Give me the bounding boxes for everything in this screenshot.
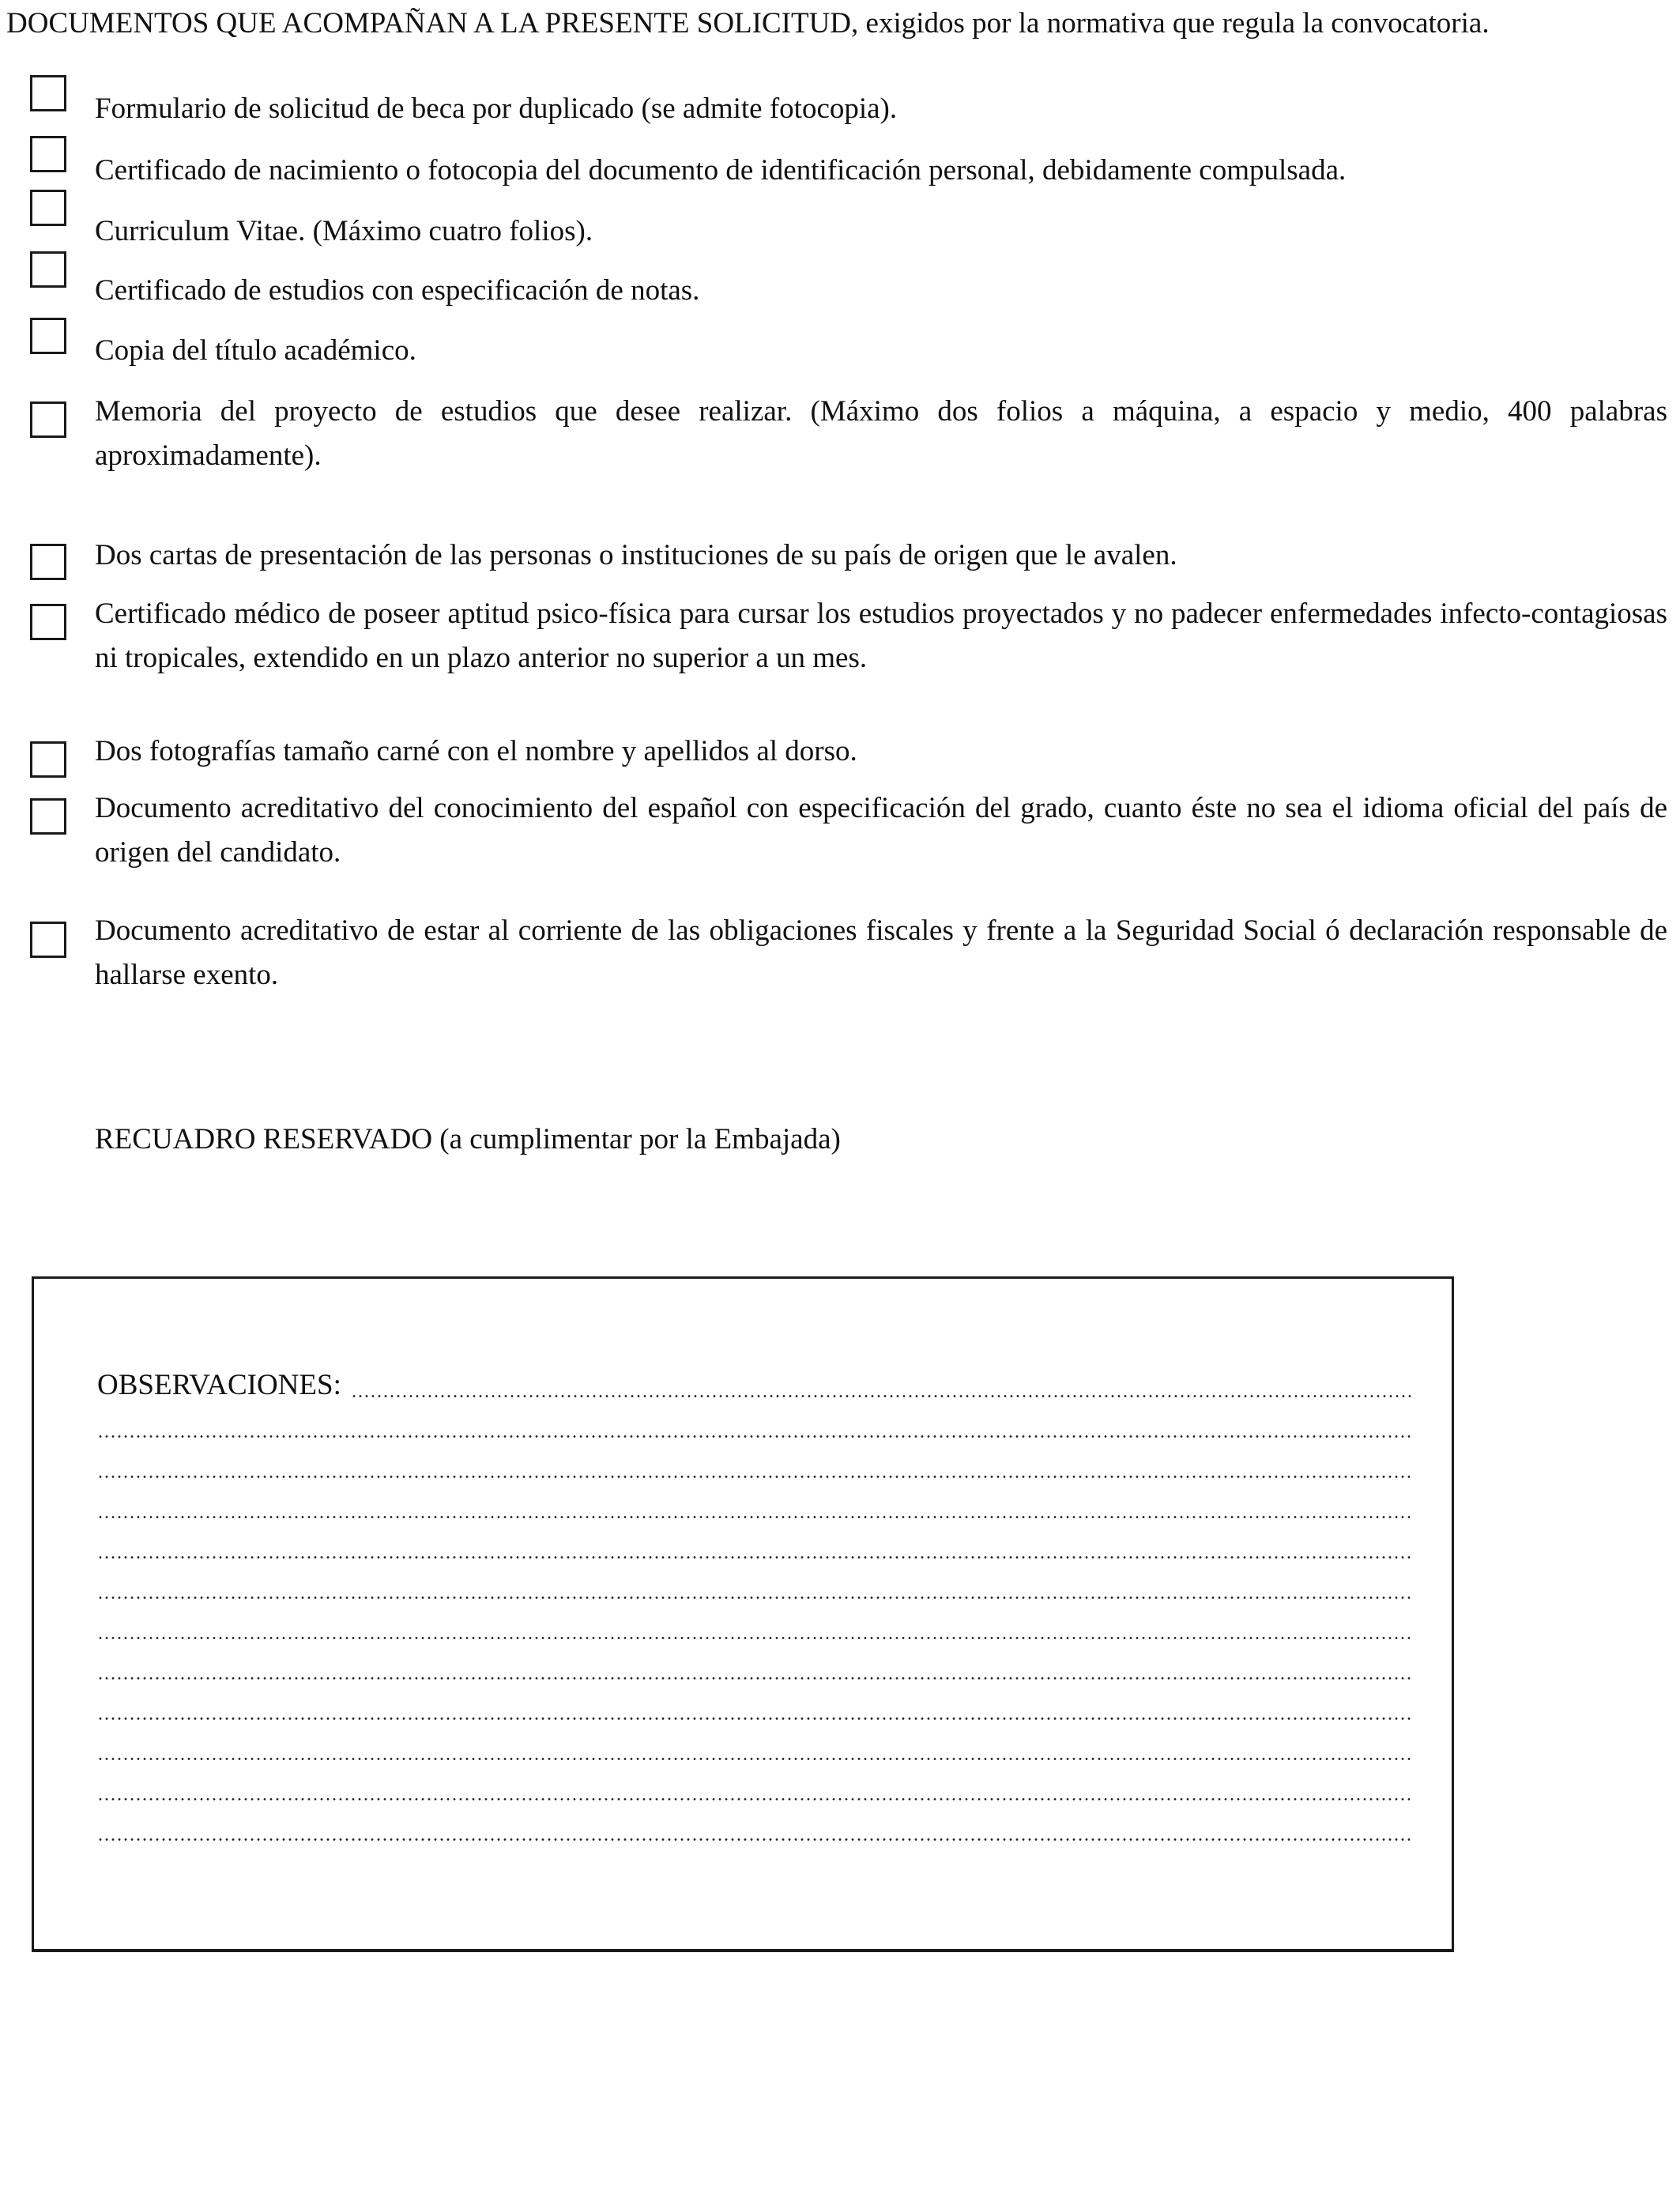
dotted-line — [97, 1838, 1413, 1842]
dotted-line — [97, 1555, 1413, 1559]
doc-label: Copia del título académico. — [95, 334, 416, 367]
observations-line[interactable] — [97, 1446, 1413, 1487]
observations-line[interactable] — [97, 1809, 1413, 1849]
dotted-line — [97, 1434, 1413, 1438]
observations-line[interactable] — [97, 1487, 1413, 1527]
doc-label: Documento acreditativo de estar al corriente de las obligaciones fiscales y frente a la Seguridad Social ó declaración responsable de hallarse exento. — [95, 914, 1667, 991]
heading-rest: , exigidos por la normativa que regula la convocatoria. — [851, 7, 1490, 40]
dotted-line — [97, 1757, 1413, 1761]
heading-caps: DOCUMENTOS QUE ACOMPAÑAN A LA PRESENTE SOLICITUD — [6, 7, 852, 40]
observations-line[interactable] — [97, 1527, 1413, 1567]
doc-checkbox[interactable] — [30, 190, 66, 226]
doc-checkbox[interactable] — [30, 798, 66, 835]
dotted-line — [97, 1676, 1413, 1680]
doc-checkbox[interactable] — [30, 75, 66, 111]
doc-checkbox[interactable] — [30, 544, 66, 580]
section-heading — [6, 5, 1674, 43]
observations-line[interactable] — [97, 1366, 1413, 1406]
observations-line[interactable] — [97, 1406, 1413, 1446]
reserved-title: RECUADRO RESERVADO (a cumplimentar por la Embajada) — [95, 1123, 841, 1155]
reserved-box — [32, 1276, 1454, 1952]
doc-label: Memoria del proyecto de estudios que desee realizar. (Máximo dos folios a máquina, a espacio y medio, 400 palabras aproximadamente). — [95, 395, 1667, 472]
dotted-line — [97, 1717, 1413, 1721]
doc-label: Certificado médico de poseer aptitud psico-física para cursar los estudios proyectados y no padecer enfermedades infecto-contagiosas ni tropicales, extendido en un plazo anterior no superior a un mes. — [95, 598, 1667, 674]
dotted-line — [97, 1797, 1413, 1801]
doc-checkbox[interactable] — [30, 251, 66, 288]
doc-checkbox[interactable] — [30, 136, 66, 172]
doc-label: Curriculum Vitae. (Máximo cuatro folios). — [95, 215, 593, 247]
doc-label: Dos fotografías tamaño carné con el nombre y apellidos al dorso. — [95, 735, 857, 767]
observations-line[interactable] — [97, 1608, 1413, 1648]
dotted-line — [351, 1394, 1413, 1398]
doc-checkbox[interactable] — [30, 741, 66, 778]
doc-checkbox[interactable] — [30, 318, 66, 354]
doc-checkbox[interactable] — [30, 401, 66, 438]
doc-label: Formulario de solicitud de beca por duplicado (se admite fotocopia). — [95, 92, 898, 125]
doc-checkbox[interactable] — [30, 922, 66, 958]
observations-label: OBSERVACIONES: — [97, 1369, 341, 1401]
observations-line[interactable] — [97, 1728, 1413, 1769]
dotted-line — [97, 1636, 1413, 1640]
doc-label: Certificado de nacimiento o fotocopia del documento de identificación personal, debidamente compulsada. — [95, 154, 1347, 187]
doc-label: Dos cartas de presentación de las personas o instituciones de su país de origen que le avalen. — [95, 539, 1177, 571]
doc-label: Certificado de estudios con especificación de notas. — [95, 274, 700, 307]
doc-label: Documento acreditativo del conocimiento del español con especificación del grado, cuanto éste no sea el idioma oficial del país de origen del candidato. — [95, 792, 1667, 869]
observations-line[interactable] — [97, 1567, 1413, 1608]
observations-line[interactable] — [97, 1769, 1413, 1809]
dotted-line — [97, 1596, 1413, 1600]
dotted-line — [97, 1475, 1413, 1479]
doc-checkbox[interactable] — [30, 604, 66, 640]
observations-line[interactable] — [97, 1688, 1413, 1728]
dotted-line — [97, 1515, 1413, 1519]
observations-line[interactable] — [97, 1648, 1413, 1688]
